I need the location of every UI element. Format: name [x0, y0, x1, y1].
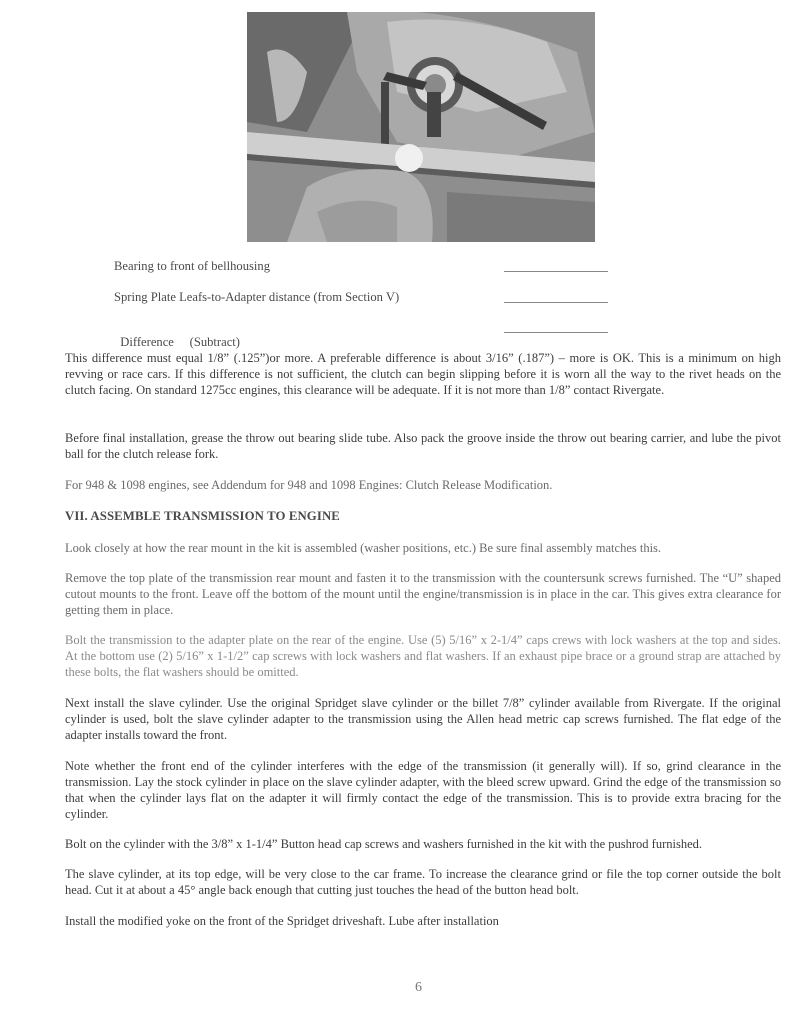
section-heading: VII. ASSEMBLE TRANSMISSION TO ENGINE	[65, 509, 340, 523]
paragraph-bolt-transmission: Bolt the transmission to the adapter plate on the rear of the engine. Use (5) 5/16” x 2-1/4” caps crews with lock washers at the top and sides. At the bottom use (2) 5/16” x 1-1/2” cap screws with lock washers and flat washers. If an exhaust pipe brace or a ground strap are attached by these bolts, the flat washers should be omitted.	[65, 633, 781, 679]
measurement-blank[interactable]	[504, 302, 608, 303]
paragraph-grind-clearance: Note whether the front end of the cylinder interferes with the edge of the transmission (it generally will). If so, grind clearance in the transmission. Lay the stock cylinder in place on the slave cylinder adapter, with the bleed screw upward. Grind the edge of the transmission so that when the cylinder lays flat on the adapter it will firmly contact the edge of the transmission. This is to provide extra bracing for the cylinder.	[65, 759, 781, 821]
paragraph-rear-mount: Look closely at how the rear mount in the kit is assembled (washer positions, etc.) Be sure final assembly matches this.	[65, 541, 662, 555]
paragraph-grease: Before final installation, grease the throw out bearing slide tube. Also pack the groove inside the throw out bearing carrier, and lube the pivot ball for the clutch release fork.	[65, 431, 781, 461]
measurement-line-bearing	[114, 259, 614, 274]
measurement-blank[interactable]	[504, 271, 608, 272]
paragraph-top-plate: Remove the top plate of the transmission rear mount and fasten it to the transmission with the countersunk screws furnished. The “U” shaped cutout mounts to the front. Leave off the bottom of the mount until the engine/transmission is in place in the car. This gives extra clearance for getting them in place.	[65, 571, 781, 617]
paragraph-yoke: Install the modified yoke on the front of the Spridget driveshaft. Lube after installation	[65, 914, 499, 928]
measurement-label: Bearing to front of bellhousing	[114, 259, 270, 273]
paragraph-addendum: For 948 & 1098 engines, see Addendum for 948 and 1098 Engines: Clutch Release Modification.	[65, 478, 553, 492]
measurement-label: Difference (Subtract)	[120, 335, 240, 349]
paragraph-slave-cylinder: Next install the slave cylinder. Use the original Spridget slave cylinder or the billet 7/8” cylinder available from Rivergate. If the original cylinder is used, bolt the slave cylinder adapter to the transmission using the Allen head metric cap screws furnished. The flat edge of the adapter installs toward the front.	[65, 696, 781, 742]
page-number: 6	[415, 980, 422, 995]
paragraph-frame-clearance: The slave cylinder, at its top edge, will be very close to the car frame. To increase the clearance grind or file the top corner outside the bolt head. Cut it at about a 45° angle back enough that cutting just touches the head of the button head bolt.	[65, 867, 781, 897]
measurement-blank[interactable]	[504, 332, 608, 333]
clutch-measurement-photo	[247, 12, 595, 242]
paragraph-bolt-cylinder: Bolt on the cylinder with the 3/8” x 1-1/4” Button head cap screws and washers furnished in the kit with the pushrod furnished.	[65, 837, 703, 851]
photo-illustration	[247, 12, 595, 242]
measurement-label: Spring Plate Leafs-to-Adapter distance (from Section V)	[114, 290, 400, 304]
measurement-line-spring-plate	[114, 290, 614, 305]
paragraph-difference: This difference must equal 1/8” (.125”)or more. A preferable difference is about 3/16” (.187”) – more is OK. This is a minimum on high revving or race cars. If this difference is not sufficient, the clutch can begin slipping before it is worn all the way to the rivet heads on the clutch facing. On standard 1275cc engines, this clearance will be adequate. If it is not more than 1/8” contact Rivergate.	[65, 351, 781, 397]
